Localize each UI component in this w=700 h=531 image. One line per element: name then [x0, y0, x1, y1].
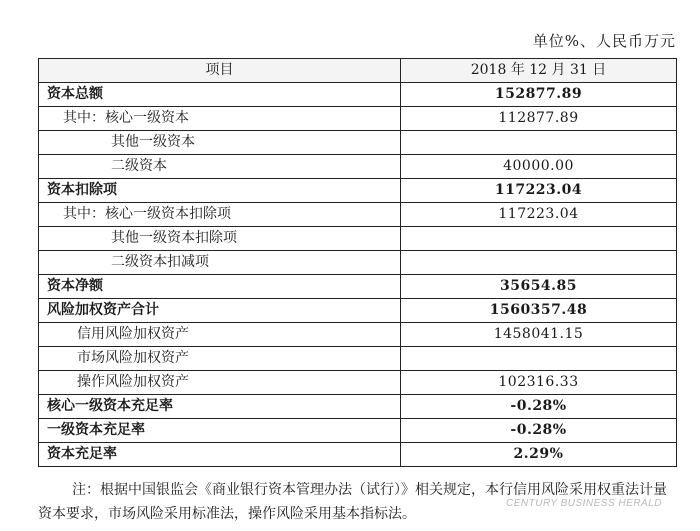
row-label: 操作风险加权资产 [39, 371, 401, 395]
table-row [39, 419, 677, 443]
row-label: 资本扣除项 [39, 179, 401, 203]
row-label: 市场风险加权资产 [39, 347, 401, 371]
row-value: 40000.00 [401, 155, 677, 179]
row-label: 二级资本 [39, 155, 401, 179]
row-value: 102316.33 [401, 371, 677, 395]
row-label: 信用风险加权资产 [39, 323, 401, 347]
table-row [39, 395, 677, 419]
header-item: 项目 [39, 59, 401, 83]
row-label: 二级资本扣减项 [39, 251, 401, 275]
row-label: 其中：核心一级资本扣除项 [39, 203, 401, 227]
table-row [39, 131, 677, 155]
row-value [401, 251, 677, 275]
row-label: 其他一级资本 [39, 131, 401, 155]
table-row [39, 299, 677, 323]
table-header-row [39, 59, 677, 83]
row-value: -0.28% [401, 419, 677, 443]
table-row [39, 227, 677, 251]
table-body [39, 83, 677, 467]
row-value: 117223.04 [401, 203, 677, 227]
table-row [39, 347, 677, 371]
row-value: 152877.89 [401, 83, 677, 107]
table-row [39, 371, 677, 395]
row-label: 一级资本充足率 [39, 419, 401, 443]
table-row [39, 155, 677, 179]
table-row [39, 251, 677, 275]
row-value [401, 347, 677, 371]
table-row [39, 179, 677, 203]
table-row [39, 203, 677, 227]
table-row [39, 83, 677, 107]
row-value [401, 131, 677, 155]
row-value: -0.28% [401, 395, 677, 419]
table-row [39, 107, 677, 131]
row-value [401, 227, 677, 251]
footnote: 注：根据中国银监会《商业银行资本管理办法（试行）》相关规定，本行信用风险采用权重法计量资本要求，市场风险采用标准法，操作风险采用基本指标法。 [38, 482, 667, 522]
table-row [39, 323, 677, 347]
row-label: 其他一级资本扣除项 [39, 227, 401, 251]
row-label: 资本充足率 [39, 443, 401, 467]
capital-adequacy-table [38, 58, 677, 467]
row-value: 117223.04 [401, 179, 677, 203]
row-label: 其中：核心一级资本 [39, 107, 401, 131]
row-value: 35654.85 [401, 275, 677, 299]
row-label: 资本净额 [39, 275, 401, 299]
row-value: 1458041.15 [401, 323, 677, 347]
unit-label: 单位%、人民币万元 [532, 32, 676, 50]
row-label: 风险加权资产合计 [39, 299, 401, 323]
row-value: 2.29% [401, 443, 677, 467]
watermark: CENTURY BUSINESS HERALD [506, 498, 662, 509]
table-row [39, 275, 677, 299]
header-date: 2018 年 12 月 31 日 [401, 59, 677, 83]
row-value: 1560357.48 [401, 299, 677, 323]
row-value: 112877.89 [401, 107, 677, 131]
row-label: 资本总额 [39, 83, 401, 107]
row-label: 核心一级资本充足率 [39, 395, 401, 419]
table-row [39, 443, 677, 467]
